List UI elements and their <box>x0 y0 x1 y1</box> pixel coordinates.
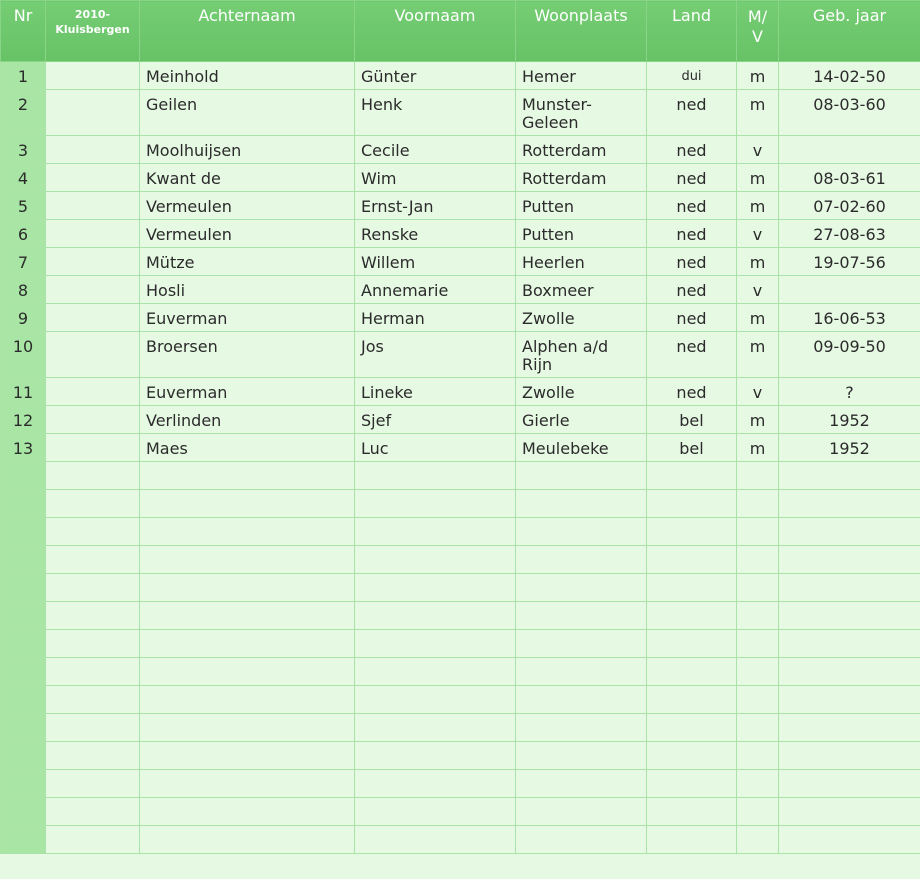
cell-gebjaar <box>779 462 920 490</box>
cell-achternaam: Meinhold <box>140 62 355 90</box>
table-row <box>1 378 920 406</box>
cell-achternaam: Moolhuijsen <box>140 136 355 164</box>
empty-row <box>1 658 920 686</box>
woonplaats-line: Alphen a/d <box>522 337 609 356</box>
cell-kluisbergen <box>46 220 140 248</box>
cell-kluisbergen <box>46 164 140 192</box>
woonplaats-line: Rijn <box>522 355 553 374</box>
cell-voornaam: Jos <box>355 332 516 378</box>
cell-woonplaats <box>516 798 647 826</box>
cell-voornaam: Henk <box>355 90 516 136</box>
cell-woonplaats <box>516 602 647 630</box>
cell-land: ned <box>647 192 737 220</box>
cell-achternaam <box>140 714 355 742</box>
cell-land: ned <box>647 90 737 136</box>
cell-land <box>647 462 737 490</box>
cell-nr <box>1 770 46 798</box>
cell-nr: 5 <box>1 192 46 220</box>
cell-land <box>647 798 737 826</box>
cell-voornaam: Annemarie <box>355 276 516 304</box>
cell-kluisbergen <box>46 62 140 90</box>
cell-land: ned <box>647 378 737 406</box>
cell-voornaam <box>355 462 516 490</box>
table-row <box>1 332 920 378</box>
cell-achternaam <box>140 770 355 798</box>
cell-woonplaats <box>516 770 647 798</box>
cell-achternaam <box>140 574 355 602</box>
cell-land: ned <box>647 164 737 192</box>
cell-land <box>647 490 737 518</box>
cell-achternaam <box>140 518 355 546</box>
cell-nr <box>1 714 46 742</box>
cell-gebjaar <box>779 686 920 714</box>
cell-kluisbergen <box>46 248 140 276</box>
cell-mv <box>737 798 779 826</box>
cell-woonplaats: Rotterdam <box>516 136 647 164</box>
cell-kluisbergen <box>46 714 140 742</box>
cell-voornaam: Cecile <box>355 136 516 164</box>
cell-achternaam: Euverman <box>140 304 355 332</box>
cell-mv <box>737 546 779 574</box>
cell-mv: m <box>737 434 779 462</box>
cell-voornaam <box>355 490 516 518</box>
cell-kluisbergen <box>46 90 140 136</box>
cell-kluisbergen <box>46 770 140 798</box>
woonplaats-line: Munster- <box>522 95 592 114</box>
cell-gebjaar <box>779 798 920 826</box>
cell-woonplaats <box>516 490 647 518</box>
cell-voornaam <box>355 686 516 714</box>
table-row <box>1 248 920 276</box>
cell-nr <box>1 630 46 658</box>
cell-gebjaar <box>779 826 920 854</box>
cell-achternaam <box>140 826 355 854</box>
cell-voornaam <box>355 546 516 574</box>
empty-row <box>1 742 920 770</box>
cell-woonplaats <box>516 658 647 686</box>
cell-kluisbergen <box>46 602 140 630</box>
cell-gebjaar <box>779 770 920 798</box>
cell-achternaam <box>140 798 355 826</box>
cell-kluisbergen <box>46 630 140 658</box>
cell-land: dui <box>647 62 737 90</box>
cell-gebjaar <box>779 658 920 686</box>
cell-woonplaats: Rotterdam <box>516 164 647 192</box>
cell-land: ned <box>647 248 737 276</box>
cell-gebjaar: 16-06-53 <box>779 304 920 332</box>
cell-kluisbergen <box>46 304 140 332</box>
cell-mv: m <box>737 192 779 220</box>
cell-gebjaar: 07-02-60 <box>779 192 920 220</box>
cell-achternaam: Verlinden <box>140 406 355 434</box>
header-row <box>1 1 920 62</box>
cell-kluisbergen <box>46 276 140 304</box>
empty-row <box>1 546 920 574</box>
cell-achternaam <box>140 742 355 770</box>
cell-kluisbergen <box>46 434 140 462</box>
cell-woonplaats: Putten <box>516 220 647 248</box>
cell-land <box>647 546 737 574</box>
cell-voornaam: Wim <box>355 164 516 192</box>
cell-woonplaats <box>516 546 647 574</box>
table-row <box>1 136 920 164</box>
table-row <box>1 220 920 248</box>
cell-nr: 13 <box>1 434 46 462</box>
cell-nr <box>1 574 46 602</box>
cell-voornaam: Ernst-Jan <box>355 192 516 220</box>
cell-land <box>647 742 737 770</box>
cell-nr <box>1 798 46 826</box>
cell-mv <box>737 574 779 602</box>
cell-mv <box>737 742 779 770</box>
cell-nr <box>1 742 46 770</box>
cell-kluisbergen <box>46 518 140 546</box>
cell-mv: m <box>737 164 779 192</box>
table-row <box>1 276 920 304</box>
cell-kluisbergen <box>46 546 140 574</box>
empty-row <box>1 714 920 742</box>
cell-land: bel <box>647 406 737 434</box>
cell-achternaam: Geilen <box>140 90 355 136</box>
cell-land <box>647 826 737 854</box>
cell-woonplaats <box>516 686 647 714</box>
header-woonplaats: Woonplaats <box>516 1 647 62</box>
cell-voornaam: Herman <box>355 304 516 332</box>
cell-land: ned <box>647 332 737 378</box>
woonplaats-line: Geleen <box>522 113 579 132</box>
cell-land: bel <box>647 434 737 462</box>
cell-voornaam <box>355 602 516 630</box>
cell-gebjaar <box>779 518 920 546</box>
empty-row <box>1 462 920 490</box>
table-body <box>1 62 920 854</box>
cell-kluisbergen <box>46 826 140 854</box>
cell-gebjaar: 08-03-61 <box>779 164 920 192</box>
cell-gebjaar: 09-09-50 <box>779 332 920 378</box>
cell-gebjaar: 08-03-60 <box>779 90 920 136</box>
cell-achternaam: Euverman <box>140 378 355 406</box>
cell-achternaam: Maes <box>140 434 355 462</box>
cell-mv <box>737 826 779 854</box>
cell-mv <box>737 686 779 714</box>
cell-mv <box>737 630 779 658</box>
cell-voornaam: Willem <box>355 248 516 276</box>
cell-kluisbergen <box>46 742 140 770</box>
cell-gebjaar <box>779 742 920 770</box>
cell-woonplaats: Meulebeke <box>516 434 647 462</box>
cell-nr: 12 <box>1 406 46 434</box>
cell-achternaam: Vermeulen <box>140 220 355 248</box>
cell-nr: 9 <box>1 304 46 332</box>
cell-nr <box>1 602 46 630</box>
table-row <box>1 164 920 192</box>
table-row <box>1 304 920 332</box>
cell-gebjaar: ? <box>779 378 920 406</box>
cell-gebjaar <box>779 490 920 518</box>
cell-mv <box>737 518 779 546</box>
cell-achternaam: Hosli <box>140 276 355 304</box>
header-kluisbergen-line1: 2010- <box>74 8 111 21</box>
cell-land: ned <box>647 304 737 332</box>
cell-kluisbergen <box>46 192 140 220</box>
cell-mv <box>737 714 779 742</box>
empty-row <box>1 826 920 854</box>
cell-achternaam: Kwant de <box>140 164 355 192</box>
cell-nr: 2 <box>1 90 46 136</box>
cell-kluisbergen <box>46 378 140 406</box>
cell-land: ned <box>647 220 737 248</box>
cell-woonplaats: Boxmeer <box>516 276 647 304</box>
cell-gebjaar <box>779 136 920 164</box>
cell-gebjaar <box>779 546 920 574</box>
cell-gebjaar: 14-02-50 <box>779 62 920 90</box>
cell-gebjaar <box>779 714 920 742</box>
cell-kluisbergen <box>46 658 140 686</box>
cell-nr: 11 <box>1 378 46 406</box>
header-gebjaar: Geb. jaar <box>779 1 920 62</box>
cell-land <box>647 602 737 630</box>
cell-land <box>647 574 737 602</box>
cell-mv <box>737 658 779 686</box>
cell-nr: 3 <box>1 136 46 164</box>
cell-woonplaats: Heerlen <box>516 248 647 276</box>
cell-achternaam <box>140 630 355 658</box>
empty-row <box>1 574 920 602</box>
cell-voornaam: Renske <box>355 220 516 248</box>
cell-woonplaats <box>516 714 647 742</box>
cell-kluisbergen <box>46 332 140 378</box>
cell-nr <box>1 546 46 574</box>
cell-voornaam <box>355 574 516 602</box>
header-land: Land <box>647 1 737 62</box>
cell-woonplaats <box>516 462 647 490</box>
cell-woonplaats <box>516 90 647 136</box>
cell-voornaam: Sjef <box>355 406 516 434</box>
cell-nr: 4 <box>1 164 46 192</box>
cell-nr: 6 <box>1 220 46 248</box>
cell-mv: v <box>737 276 779 304</box>
empty-row <box>1 602 920 630</box>
cell-kluisbergen <box>46 574 140 602</box>
empty-row <box>1 770 920 798</box>
cell-land <box>647 658 737 686</box>
cell-nr <box>1 462 46 490</box>
cell-nr <box>1 658 46 686</box>
cell-gebjaar <box>779 602 920 630</box>
cell-achternaam <box>140 602 355 630</box>
cell-voornaam <box>355 742 516 770</box>
cell-voornaam <box>355 798 516 826</box>
cell-mv: m <box>737 90 779 136</box>
header-mv <box>737 1 779 62</box>
cell-mv: v <box>737 378 779 406</box>
cell-land <box>647 686 737 714</box>
cell-achternaam <box>140 686 355 714</box>
table-row <box>1 434 920 462</box>
cell-kluisbergen <box>46 798 140 826</box>
cell-land <box>647 518 737 546</box>
cell-woonplaats <box>516 826 647 854</box>
cell-voornaam: Lineke <box>355 378 516 406</box>
cell-achternaam <box>140 462 355 490</box>
cell-land <box>647 770 737 798</box>
cell-kluisbergen <box>46 136 140 164</box>
cell-gebjaar: 19-07-56 <box>779 248 920 276</box>
cell-mv <box>737 602 779 630</box>
header-achternaam: Achternaam <box>140 1 355 62</box>
cell-land: ned <box>647 136 737 164</box>
cell-mv: v <box>737 136 779 164</box>
cell-voornaam <box>355 770 516 798</box>
header-mv-line1: M/ <box>747 7 768 26</box>
cell-woonplaats <box>516 574 647 602</box>
cell-mv <box>737 770 779 798</box>
cell-woonplaats: Gierle <box>516 406 647 434</box>
table-row <box>1 192 920 220</box>
empty-row <box>1 518 920 546</box>
cell-nr: 7 <box>1 248 46 276</box>
cell-mv <box>737 462 779 490</box>
cell-achternaam: Vermeulen <box>140 192 355 220</box>
cell-woonplaats: Hemer <box>516 62 647 90</box>
header-mv-line2: V <box>752 27 763 46</box>
cell-voornaam <box>355 826 516 854</box>
cell-land <box>647 630 737 658</box>
cell-gebjaar <box>779 630 920 658</box>
empty-row <box>1 686 920 714</box>
cell-achternaam: Broersen <box>140 332 355 378</box>
cell-nr <box>1 490 46 518</box>
cell-woonplaats: Zwolle <box>516 304 647 332</box>
empty-row <box>1 798 920 826</box>
cell-nr <box>1 518 46 546</box>
table-row <box>1 90 920 136</box>
cell-woonplaats <box>516 630 647 658</box>
cell-kluisbergen <box>46 686 140 714</box>
cell-gebjaar <box>779 574 920 602</box>
cell-mv: m <box>737 332 779 378</box>
table-row <box>1 62 920 90</box>
cell-gebjaar <box>779 276 920 304</box>
cell-voornaam <box>355 518 516 546</box>
cell-nr: 8 <box>1 276 46 304</box>
header-kluisbergen <box>46 1 140 62</box>
cell-woonplaats: Zwolle <box>516 378 647 406</box>
cell-achternaam <box>140 658 355 686</box>
header-kluisbergen-line2: Kluisbergen <box>55 23 130 36</box>
cell-mv: v <box>737 220 779 248</box>
cell-kluisbergen <box>46 490 140 518</box>
cell-voornaam <box>355 630 516 658</box>
cell-voornaam <box>355 714 516 742</box>
cell-gebjaar: 1952 <box>779 434 920 462</box>
cell-land: ned <box>647 276 737 304</box>
cell-gebjaar: 1952 <box>779 406 920 434</box>
header-nr: Nr <box>1 1 46 62</box>
cell-nr: 10 <box>1 332 46 378</box>
cell-mv: m <box>737 304 779 332</box>
empty-row <box>1 490 920 518</box>
empty-row <box>1 630 920 658</box>
cell-voornaam: Luc <box>355 434 516 462</box>
cell-woonplaats <box>516 332 647 378</box>
cell-gebjaar: 27-08-63 <box>779 220 920 248</box>
cell-achternaam: Mütze <box>140 248 355 276</box>
cell-nr: 1 <box>1 62 46 90</box>
cell-nr <box>1 686 46 714</box>
cell-kluisbergen <box>46 406 140 434</box>
cell-land <box>647 714 737 742</box>
cell-voornaam <box>355 658 516 686</box>
cell-mv: m <box>737 62 779 90</box>
cell-achternaam <box>140 490 355 518</box>
table-row <box>1 406 920 434</box>
header-voornaam: Voornaam <box>355 1 516 62</box>
cell-kluisbergen <box>46 462 140 490</box>
cell-mv: m <box>737 248 779 276</box>
cell-woonplaats <box>516 518 647 546</box>
cell-woonplaats <box>516 742 647 770</box>
cell-achternaam <box>140 546 355 574</box>
cell-nr <box>1 826 46 854</box>
cell-mv <box>737 490 779 518</box>
cell-mv: m <box>737 406 779 434</box>
cell-woonplaats: Putten <box>516 192 647 220</box>
cell-voornaam: Günter <box>355 62 516 90</box>
